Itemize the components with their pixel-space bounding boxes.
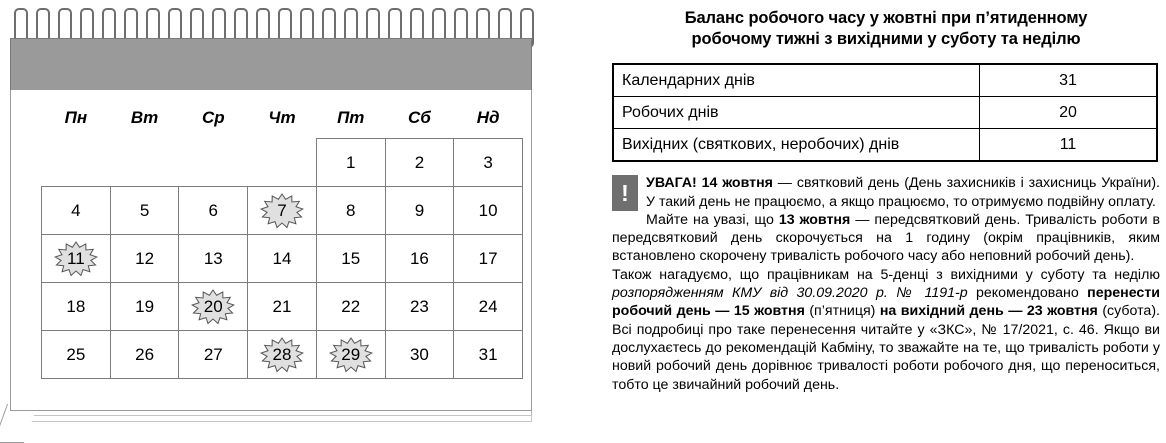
- calendar-week-row: [42, 187, 523, 235]
- calendar-day-label: 7: [277, 200, 287, 220]
- page-title-line-1: Баланс робочого часу у жовтні при п’ятиденному: [684, 9, 1088, 27]
- note-1-text: — святковий день (День захисників і захисниць України). У такий день не працюємо, а якщо працюємо, то отримуємо подвійну оплату.: [646, 175, 1160, 210]
- summary-table: [612, 63, 1158, 162]
- calendar-cell-empty: [110, 139, 179, 187]
- calendar-day-marked-11[interactable]: [42, 235, 111, 283]
- weekday-header-mon: Пн: [64, 108, 88, 128]
- warning-exclamation-glyph: !: [621, 180, 629, 207]
- calendar-week-row: [42, 331, 523, 379]
- calendar-cell-empty: [42, 139, 111, 187]
- calendar-day-27[interactable]: 27: [179, 331, 248, 379]
- note-3-text-2: рекомендовано: [967, 285, 1088, 302]
- note-2-text-1: Майте на увазі, що: [646, 211, 779, 228]
- weekday-header-wed: Ср: [201, 108, 225, 128]
- calendar-day-25[interactable]: 25: [42, 331, 111, 379]
- summary-value-working-days: 20: [980, 97, 1158, 129]
- note-3-text-3: (п’ятниця): [804, 303, 880, 320]
- calendar-day-13[interactable]: 13: [179, 235, 248, 283]
- weekday-header-tue: Вт: [130, 108, 159, 128]
- calendar-cell-empty: [248, 139, 317, 187]
- table-row: [613, 64, 1157, 97]
- calendar-card-header: [10, 38, 532, 92]
- calendar-day-1[interactable]: 1: [316, 139, 385, 187]
- calendar-card-body: [10, 90, 532, 411]
- starburst-icon: [54, 241, 98, 277]
- calendar-day-marked-7[interactable]: [248, 187, 317, 235]
- note-3-text-4: (субота). Всі подробиці про таке перенесення читайте у «ЗКС», № 17/2021, с. 46. Якщо ви дослухаєтесь до рекомендацій Кабміну, то зважайте на те, що тривалість роботи у новий робочий день дорівнює тривалості роботи робочого дня, що переноситься, тобто це звичайний робочий день.: [612, 303, 1160, 393]
- note-2-bold: 13 жовтня: [778, 211, 851, 228]
- summary-label-working-days: Робочих днів: [613, 97, 980, 129]
- starburst-icon: [260, 193, 304, 229]
- note-3-italic: розпорядженням КМУ від 30.09.2020 р. № 1191-р: [612, 285, 968, 302]
- weekday-header-thu: Чт: [268, 108, 296, 128]
- calendar-day-18[interactable]: 18: [42, 283, 111, 331]
- calendar-day-label: 11: [67, 248, 85, 268]
- calendar-day-14[interactable]: 14: [248, 235, 317, 283]
- calendar-day-4[interactable]: 4: [42, 187, 111, 235]
- note-paragraph-3: [612, 266, 1160, 394]
- starburst-icon: [329, 337, 373, 373]
- weekday-header-sun: Нд: [476, 108, 500, 127]
- calendar-day-21[interactable]: 21: [248, 283, 317, 331]
- table-row: [613, 129, 1157, 162]
- calendar-day-marked-28[interactable]: [248, 331, 317, 379]
- table-row: [613, 97, 1157, 129]
- calendar-card-shadow-2: [18, 415, 532, 422]
- calendar-illustration: [0, 0, 560, 443]
- calendar-day-5[interactable]: 5: [110, 187, 179, 235]
- page-title-line-2: робочому тижні з вихідними у суботу та неділю: [691, 30, 1081, 49]
- calendar-header-row: [42, 102, 523, 139]
- calendar-day-marked-20[interactable]: [179, 283, 248, 331]
- note-2-text-2: — передсвятковий день. Тривалість роботи в передсвятковий день скорочується на 1 годину (окрім працівників, яким встановлено скорочену тривалість робочого часу або неповний робочий день).: [612, 211, 1160, 265]
- warning-exclamation-icon: [612, 175, 638, 211]
- calendar-day-label: 28: [272, 344, 292, 364]
- note-1-bold: УВАГА! 14 жовтня: [646, 175, 773, 192]
- calendar-day-30[interactable]: 30: [385, 331, 454, 379]
- calendar-cell-empty: [179, 139, 248, 187]
- weekday-header-sat: Сб: [408, 108, 431, 127]
- calendar-day-17[interactable]: 17: [454, 235, 523, 283]
- summary-label-calendar-days: Календарних днів: [613, 64, 980, 97]
- calendar-table: [41, 102, 523, 379]
- calendar-day-24[interactable]: 24: [454, 283, 523, 331]
- calendar-day-2[interactable]: 2: [385, 139, 454, 187]
- calendar-day-label: 29: [341, 344, 361, 364]
- info-panel: [612, 0, 1160, 443]
- starburst-icon: [191, 289, 235, 325]
- calendar-day-22[interactable]: 22: [316, 283, 385, 331]
- calendar-day-10[interactable]: 10: [454, 187, 523, 235]
- page-title: [612, 0, 1160, 50]
- calendar-day-26[interactable]: 26: [110, 331, 179, 379]
- calendar-day-15[interactable]: 15: [316, 235, 385, 283]
- calendar-day-16[interactable]: 16: [385, 235, 454, 283]
- calendar-day-12[interactable]: 12: [110, 235, 179, 283]
- calendar-day-label: 20: [203, 296, 223, 316]
- calendar-week-row: [42, 235, 523, 283]
- starburst-icon: [260, 337, 304, 373]
- calendar-day-3[interactable]: 3: [454, 139, 523, 187]
- calendar-day-19[interactable]: 19: [110, 283, 179, 331]
- weekday-header-fri: Пт: [337, 108, 365, 127]
- calendar-day-6[interactable]: 6: [179, 187, 248, 235]
- calendar-day-9[interactable]: 9: [385, 187, 454, 235]
- summary-value-calendar-days: 31: [980, 64, 1158, 97]
- calendar-day-marked-29[interactable]: [316, 331, 385, 379]
- calendar-day-31[interactable]: 31: [454, 331, 523, 379]
- note-3-bold-1: перенести робочий день — 15 жовтня: [612, 285, 1160, 320]
- calendar-week-row: [42, 139, 523, 187]
- calendar-week-row: [42, 283, 523, 331]
- summary-value-days-off: 11: [980, 129, 1158, 162]
- note-3-text-1: Також нагадуємо, що працівникам на 5-денці з вихідними у суботу та неділю: [612, 266, 1160, 283]
- note-paragraph-1: [612, 174, 1160, 211]
- notes-section: [612, 174, 1160, 394]
- calendar-day-8[interactable]: 8: [316, 187, 385, 235]
- calendar-day-23[interactable]: 23: [385, 283, 454, 331]
- summary-label-days-off: Вихідних (святкових, неробочих) днів: [613, 129, 980, 162]
- note-paragraph-2: [612, 211, 1160, 266]
- note-3-bold-2: на вихідний день — 23 жовтня: [879, 303, 1098, 320]
